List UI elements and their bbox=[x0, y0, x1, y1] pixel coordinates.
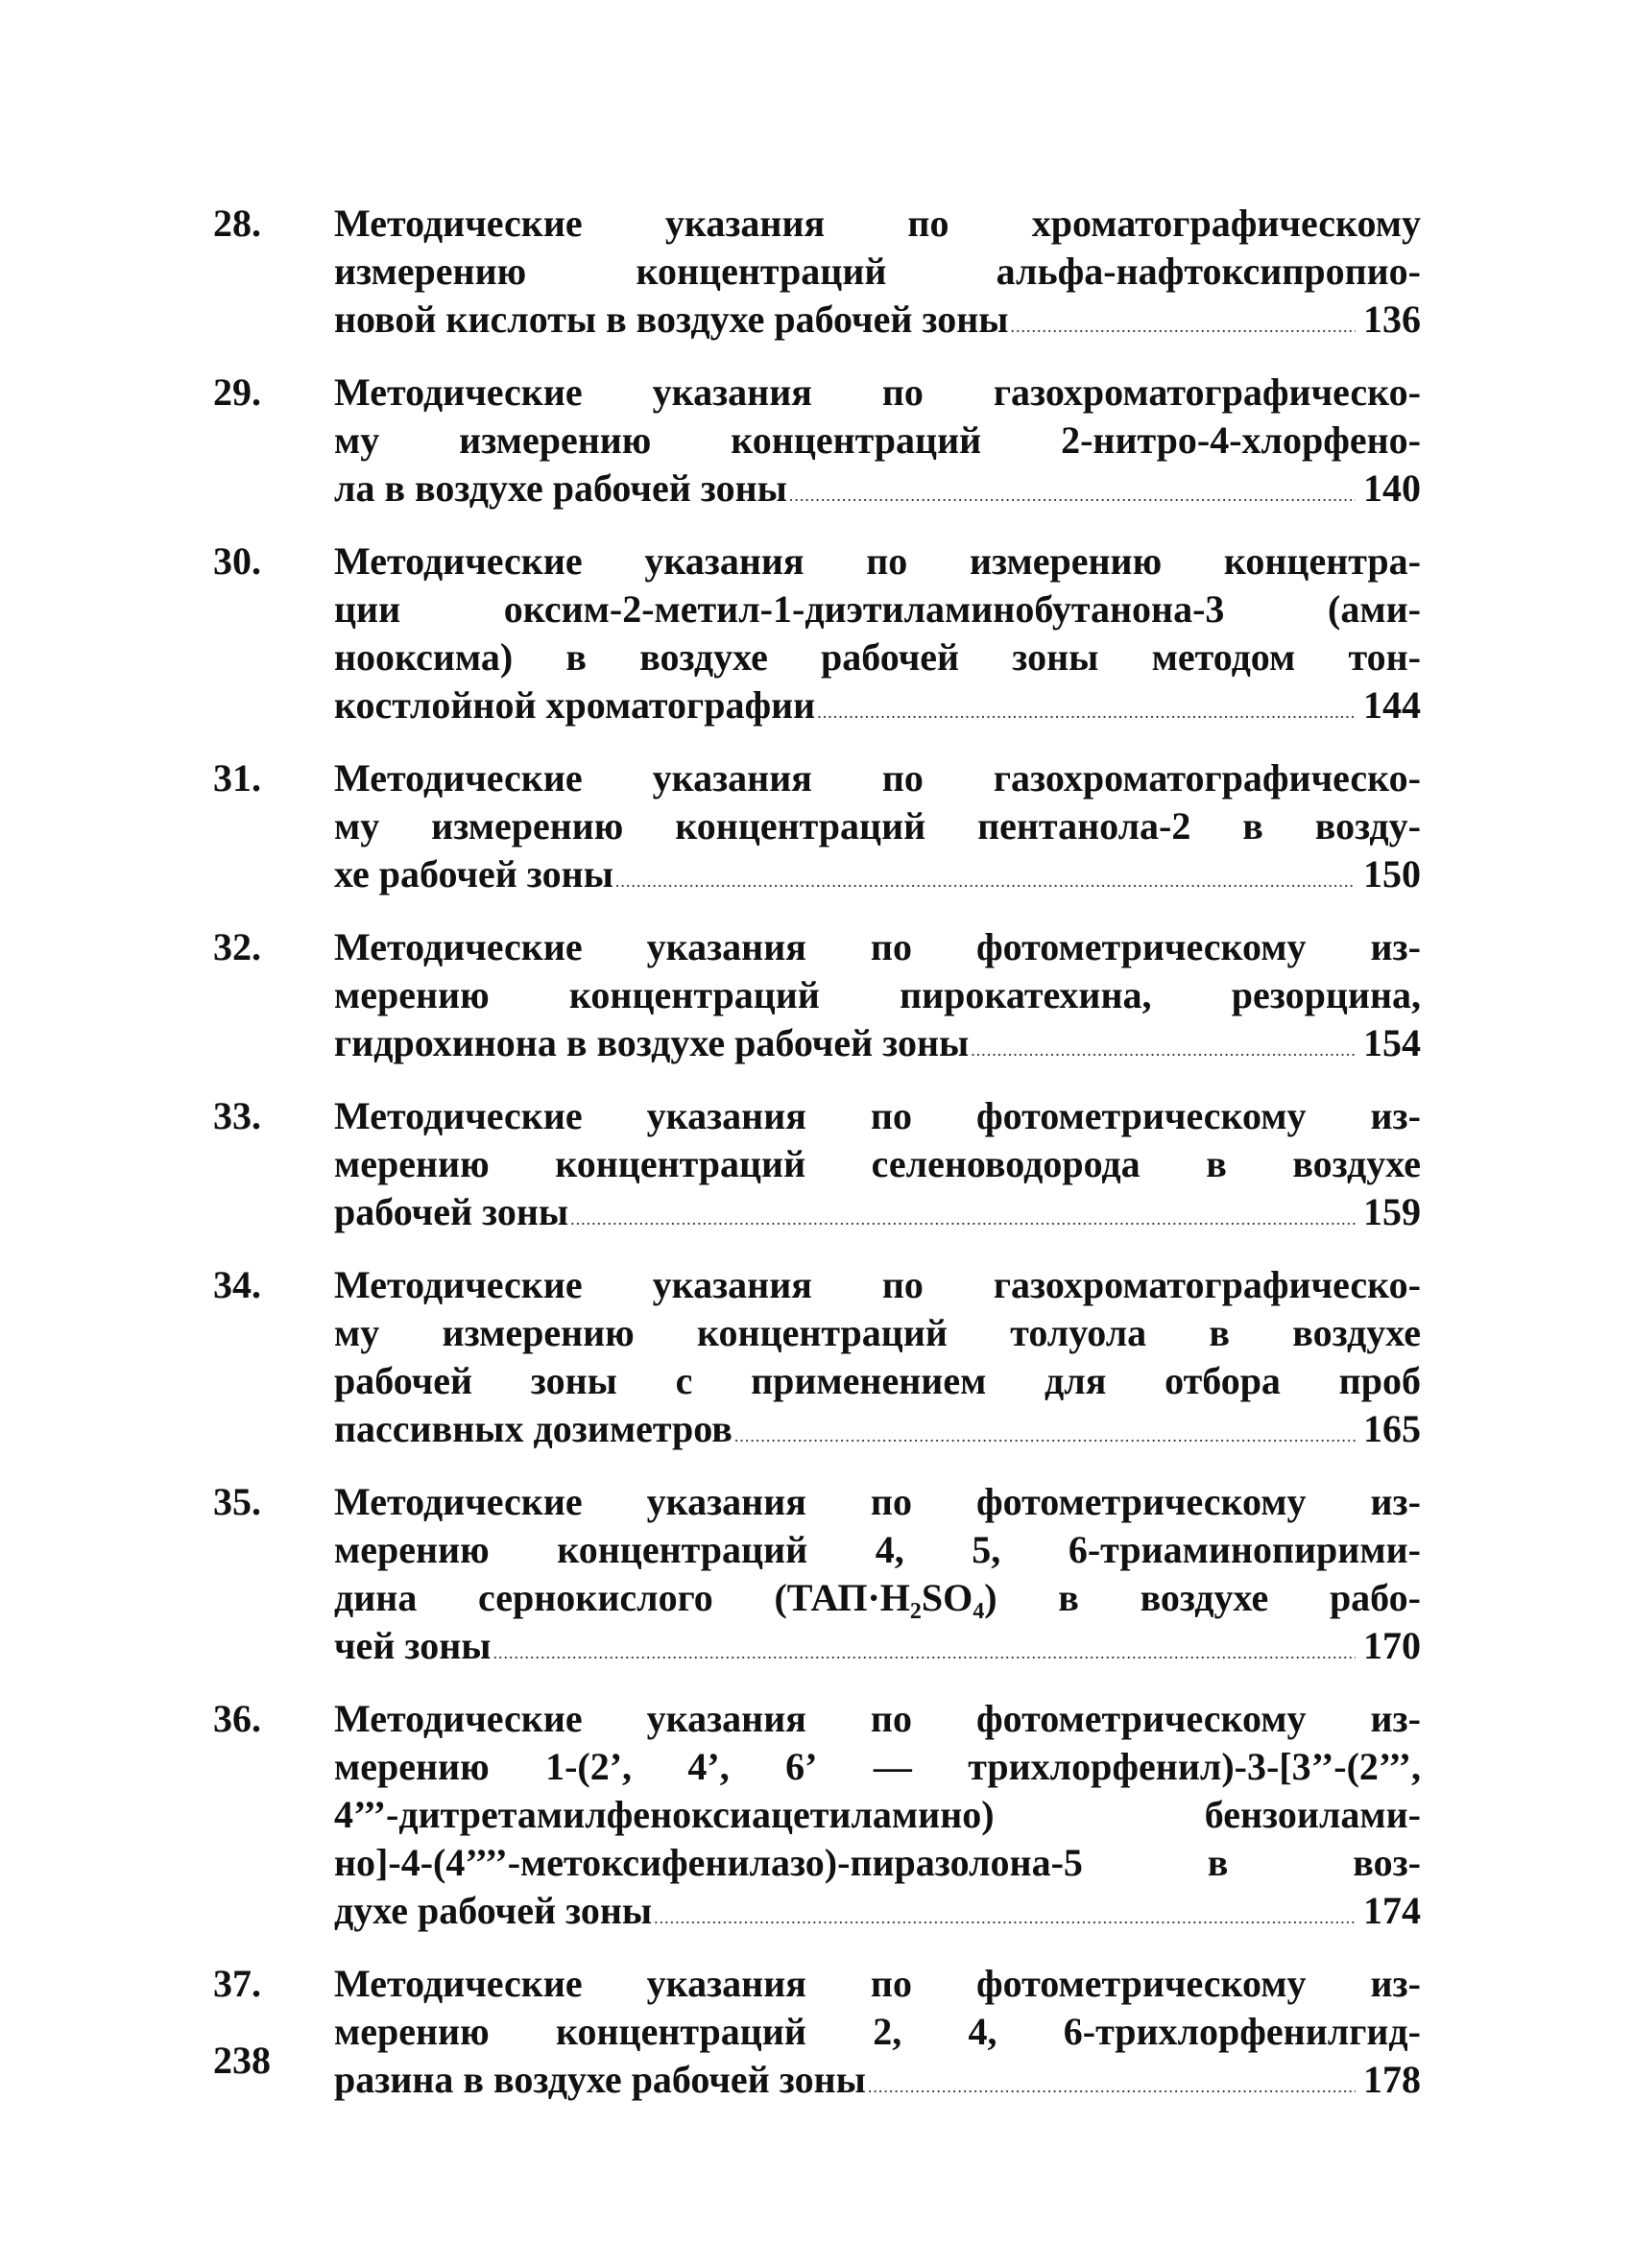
toc-entry-last-line bbox=[334, 1405, 1421, 1460]
toc-entry-number: 32. bbox=[213, 925, 261, 968]
dot-leader bbox=[868, 2063, 1356, 2111]
toc-entry-number: 34. bbox=[213, 1263, 261, 1306]
toc-entry-title-line: Методические указания по газохроматографическо- bbox=[334, 370, 1421, 414]
toc-entry-page: 178 bbox=[1363, 2058, 1421, 2101]
toc-entry-title-line: дина сернокислого (ТАП·H₂SO₄) в воздухе рабо- bbox=[334, 1576, 1421, 1619]
toc-entry bbox=[213, 1092, 1421, 1243]
toc-entry bbox=[213, 923, 1421, 1074]
toc-entry-title-line: Методические указания по газохроматографическо- bbox=[334, 1263, 1421, 1306]
toc-entry-title bbox=[334, 754, 1421, 905]
toc-entry-page: 174 bbox=[1363, 1889, 1421, 1932]
dot-leader bbox=[971, 1026, 1356, 1074]
toc-entry-number: 29. bbox=[213, 370, 261, 414]
toc-entry-title-line: мерению концентраций 4, 5, 6-триаминопирими- bbox=[334, 1528, 1421, 1571]
toc-entry-title-line: мерению концентраций 2, 4, 6-трихлорфенилгид- bbox=[334, 2010, 1421, 2053]
page-number: 238 bbox=[213, 2039, 271, 2082]
toc-entry-number: 36. bbox=[213, 1697, 261, 1740]
toc-entry-number: 31. bbox=[213, 756, 261, 800]
toc-entry bbox=[213, 1261, 1421, 1460]
toc-entry bbox=[213, 369, 1421, 519]
toc-entry-title bbox=[334, 1261, 1421, 1460]
toc-entry-page: 140 bbox=[1363, 466, 1421, 510]
toc-entry-last-line bbox=[334, 1019, 1421, 1074]
toc-entry-title bbox=[334, 369, 1421, 519]
dot-leader bbox=[734, 1412, 1356, 1460]
toc-entry-title-line: Методические указания по хроматографическому bbox=[334, 202, 1421, 245]
toc-entry bbox=[213, 1960, 1421, 2111]
toc-entry-title-line: мерению 1-(2’, 4’, 6’ — трихлорфенил)-3-[3’’-(2’’’, bbox=[334, 1745, 1421, 1788]
toc-entry-page: 150 bbox=[1363, 852, 1421, 895]
dot-leader bbox=[817, 688, 1356, 736]
toc-entry-title-line: 4’’’-дитретамилфеноксиацетиламино) бензоилами- bbox=[334, 1793, 1421, 1836]
toc-entry-last-line bbox=[334, 2056, 1421, 2111]
table-of-contents bbox=[213, 200, 1421, 2129]
toc-entry-title-line: чей зоны bbox=[334, 1624, 492, 1667]
toc-entry-title-line: му измерению концентраций 2-нитро-4-хлорфено- bbox=[334, 418, 1421, 462]
toc-entry-title-line: Методические указания по фотометрическому из- bbox=[334, 925, 1421, 968]
toc-entry-title-line: но]-4-(4’’’’-метоксифенилазо)-пиразолона-5 в воз- bbox=[334, 1841, 1421, 1884]
toc-entry-last-line bbox=[334, 296, 1421, 350]
toc-entry-last-line bbox=[334, 1887, 1421, 1942]
toc-entry bbox=[213, 537, 1421, 736]
toc-entry-last-line bbox=[334, 681, 1421, 736]
toc-entry-title-line: Методические указания по газохроматографическо- bbox=[334, 756, 1421, 800]
toc-entry-last-line bbox=[334, 1188, 1421, 1243]
toc-entry-title bbox=[334, 200, 1421, 350]
toc-entry bbox=[213, 200, 1421, 350]
toc-entry-title-line: гидрохинона в воздухе рабочей зоны bbox=[334, 1021, 970, 1064]
toc-entry-page: 170 bbox=[1363, 1624, 1421, 1667]
toc-entry-title-line: нооксима) в воздухе рабочей зоны методом тон- bbox=[334, 635, 1421, 679]
toc-entry-page: 159 bbox=[1363, 1190, 1421, 1233]
toc-entry-last-line bbox=[334, 465, 1421, 519]
toc-entry-title-line: ла в воздухе рабочей зоны bbox=[334, 466, 787, 510]
toc-entry-title-line: духе рабочей зоны bbox=[334, 1889, 653, 1932]
toc-entry-title-line: мерению концентраций селеноводорода в воздухе bbox=[334, 1142, 1421, 1185]
toc-entry-title bbox=[334, 1695, 1421, 1942]
toc-entry bbox=[213, 1478, 1421, 1677]
toc-entry-title-line: му измерению концентраций толуола в воздухе bbox=[334, 1311, 1421, 1354]
toc-entry-number: 37. bbox=[213, 1962, 261, 2005]
toc-entry-page: 154 bbox=[1363, 1021, 1421, 1064]
toc-entry bbox=[213, 1695, 1421, 1942]
toc-entry-page: 136 bbox=[1363, 298, 1421, 341]
toc-entry-number: 28. bbox=[213, 202, 261, 245]
toc-entry-number: 30. bbox=[213, 539, 261, 583]
toc-entry-last-line bbox=[334, 1622, 1421, 1677]
toc-entry-page: 165 bbox=[1363, 1407, 1421, 1450]
toc-entry-title-line: рабочей зоны bbox=[334, 1190, 569, 1233]
toc-entry-last-line bbox=[334, 850, 1421, 905]
dot-leader bbox=[570, 1195, 1356, 1243]
toc-entry-title-line: костлойной хроматографии bbox=[334, 683, 816, 727]
toc-entry-title bbox=[334, 923, 1421, 1074]
toc-entry-title-line: мерению концентраций пирокатехина, резорцина, bbox=[334, 973, 1421, 1016]
toc-entry-title-line: му измерению концентраций пентанола-2 в возду- bbox=[334, 804, 1421, 848]
dot-leader bbox=[654, 1894, 1356, 1942]
toc-entry-title bbox=[334, 537, 1421, 736]
toc-entry-title-line: Методические указания по фотометрическому из- bbox=[334, 1697, 1421, 1740]
toc-entry bbox=[213, 754, 1421, 905]
toc-entry-title-line: Методические указания по измерению концентра- bbox=[334, 539, 1421, 583]
toc-entry-title-line: Методические указания по фотометрическому из- bbox=[334, 1962, 1421, 2005]
toc-entry-number: 33. bbox=[213, 1094, 261, 1137]
toc-entry-title-line: Методические указания по фотометрическому из- bbox=[334, 1094, 1421, 1137]
toc-entry-title bbox=[334, 1960, 1421, 2111]
toc-entry-title bbox=[334, 1478, 1421, 1677]
toc-entry-title-line: рабочей зоны с применением для отбора проб bbox=[334, 1359, 1421, 1402]
toc-entry-title-line: измерению концентраций альфа-нафтоксипропио- bbox=[334, 250, 1421, 293]
toc-entry-title-line: ции оксим-2-метил-1-диэтиламинобутанона-3 (ами- bbox=[334, 587, 1421, 631]
toc-entry-title-line: пассивных дозиметров bbox=[334, 1407, 732, 1450]
toc-entry-title bbox=[334, 1092, 1421, 1243]
dot-leader bbox=[1011, 302, 1357, 350]
toc-entry-title-line: Методические указания по фотометрическому из- bbox=[334, 1480, 1421, 1523]
toc-entry-number: 35. bbox=[213, 1480, 261, 1523]
toc-entry-title-line: хе рабочей зоны bbox=[334, 852, 613, 895]
toc-entry-page: 144 bbox=[1363, 683, 1421, 727]
dot-leader bbox=[492, 1629, 1356, 1677]
dot-leader bbox=[789, 471, 1356, 519]
dot-leader bbox=[615, 857, 1356, 905]
toc-entry-title-line: разина в воздухе рабочей зоны bbox=[334, 2058, 866, 2101]
toc-entry-title-line: новой кислоты в воздухе рабочей зоны bbox=[334, 298, 1009, 341]
